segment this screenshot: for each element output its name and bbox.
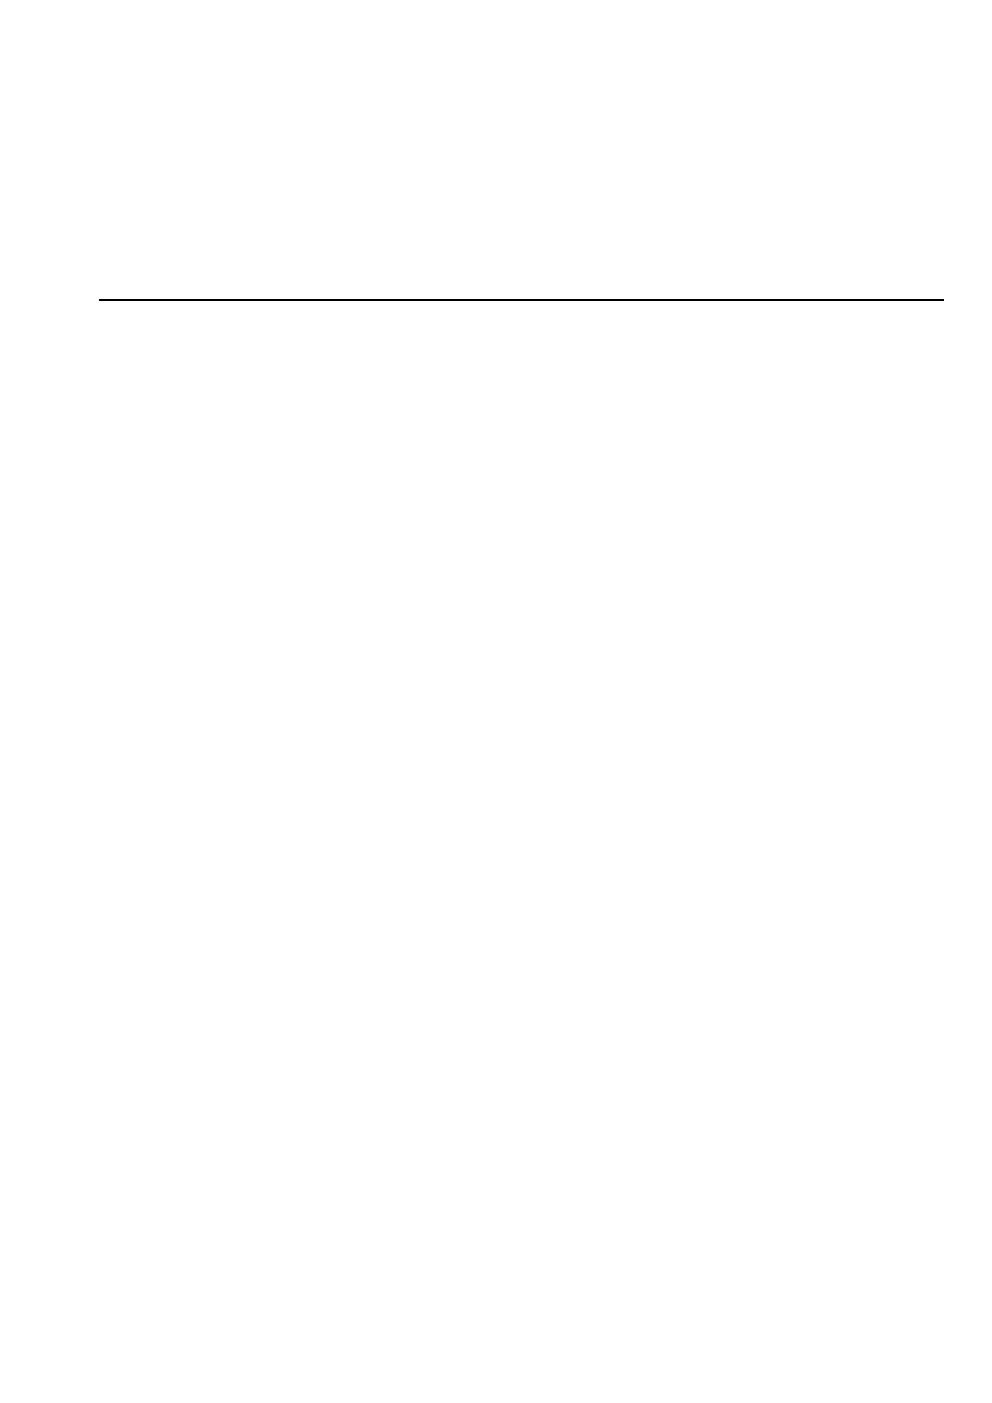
instruction-line-2 — [95, 88, 955, 118]
instruction-line-3 — [95, 118, 955, 148]
instructions-block — [95, 58, 955, 148]
instruction-line-1 — [95, 58, 955, 88]
checklist-table — [99, 299, 944, 301]
checklist-table-wrapper — [99, 299, 942, 301]
